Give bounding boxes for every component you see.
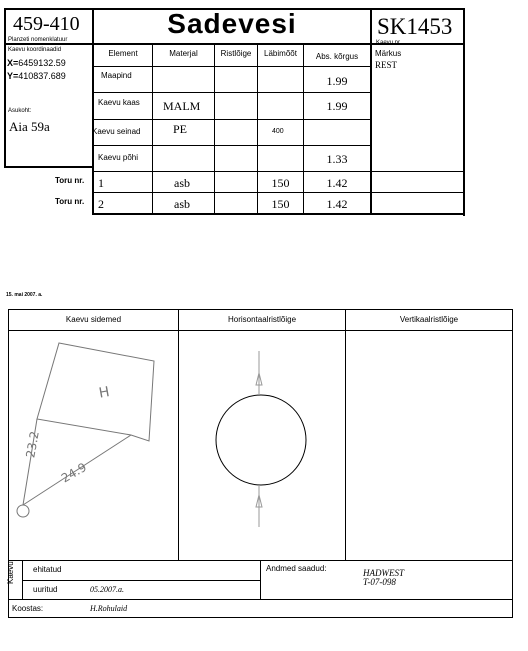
- coord-y-value: 410837.689: [18, 71, 66, 81]
- well-ties-sketch: [9, 331, 178, 560]
- row-material-lid: MALM: [163, 99, 201, 113]
- pipe-1-material: asb: [174, 176, 190, 190]
- row-element-lid: Kaevu kaas: [98, 98, 140, 107]
- pipe-2-label: Toru nr.: [55, 197, 85, 206]
- page-title: Sadevesi: [167, 8, 297, 39]
- pipe-2-level: 1.42: [326, 197, 348, 211]
- address-label: Asukoht:: [8, 108, 32, 114]
- pipe-2-material: asb: [174, 197, 190, 211]
- row-element-walls: Kaevu seinad: [92, 127, 141, 136]
- well-id: SK1453: [377, 14, 453, 39]
- row-element-bottom: Kaevu põhi: [98, 153, 139, 162]
- built-label: ehitatud: [33, 565, 62, 574]
- row-level-bottom: 1.33: [326, 152, 348, 166]
- coord-x-value: 6459132.59: [18, 58, 66, 68]
- house-label: H: [97, 384, 111, 402]
- row-element-ground: Maapind: [101, 71, 132, 80]
- coord-x-label: X=: [7, 58, 19, 68]
- row-level-lid: 1.99: [326, 99, 348, 113]
- horizontal-section-drawing: [179, 331, 345, 560]
- data-source-value-1: HADWEST: [363, 568, 404, 578]
- data-source-value-2: T-07-098: [363, 577, 396, 587]
- well-marker: [17, 505, 29, 517]
- well-label: Kaevu: [6, 561, 15, 584]
- col-material: Materjal: [169, 49, 198, 58]
- surveyed-label: uuritud: [33, 585, 58, 594]
- col-remarks: Märkus: [375, 49, 402, 58]
- col-element: Element: [108, 49, 138, 58]
- pipe-2-nr: 2: [98, 197, 104, 211]
- panel-vertical-title: Vertikaalristlõige: [399, 315, 459, 324]
- data-source-label: Andmed saadud:: [266, 564, 327, 573]
- sheet-number: 459-410: [13, 13, 80, 35]
- well-circle: [216, 395, 306, 485]
- distance-label-1: 23.2: [23, 430, 42, 459]
- pipe-1-diameter: 150: [271, 176, 290, 190]
- pipe-1-level: 1.42: [326, 176, 348, 190]
- coord-y: [7, 71, 66, 81]
- panel-horizontal-title: Horisontaalristlõige: [227, 315, 297, 324]
- distance-label-2: 24.9: [58, 460, 89, 486]
- plan-nomenclature-label: Planzeti nomenklatuur: [8, 37, 68, 43]
- pipe-1-label: Toru nr.: [55, 176, 85, 185]
- coords-label: Kaevu koordinaadid: [8, 47, 62, 53]
- row-material-walls: PE: [173, 122, 188, 136]
- house-outline: [37, 343, 154, 441]
- row-diameter-walls: 400: [272, 128, 284, 135]
- pipe-1-nr: 1: [98, 176, 104, 190]
- well-nr-label: Kaevu nr: [376, 40, 401, 46]
- col-section: Ristlõige: [220, 49, 252, 58]
- row-level-ground: 1.99: [326, 74, 348, 88]
- coord-x: [7, 58, 66, 68]
- remarks-value: REST: [375, 60, 398, 70]
- author-label: Koostas:: [12, 604, 44, 613]
- coord-y-label: Y=: [7, 71, 19, 81]
- survey-date: 15. mai 2007. a.: [6, 292, 43, 298]
- col-diameter: Läbimõõt: [264, 49, 297, 58]
- surveyed-value: 05.2007.a.: [90, 585, 124, 594]
- col-level: Abs. kõrgus: [315, 52, 359, 61]
- author-value: H.Rohulaid: [90, 604, 128, 613]
- pipe-2-diameter: 150: [271, 197, 290, 211]
- address-value: Aia 59a: [9, 119, 50, 134]
- panel-sketch-title: Kaevu sidemed: [65, 315, 122, 324]
